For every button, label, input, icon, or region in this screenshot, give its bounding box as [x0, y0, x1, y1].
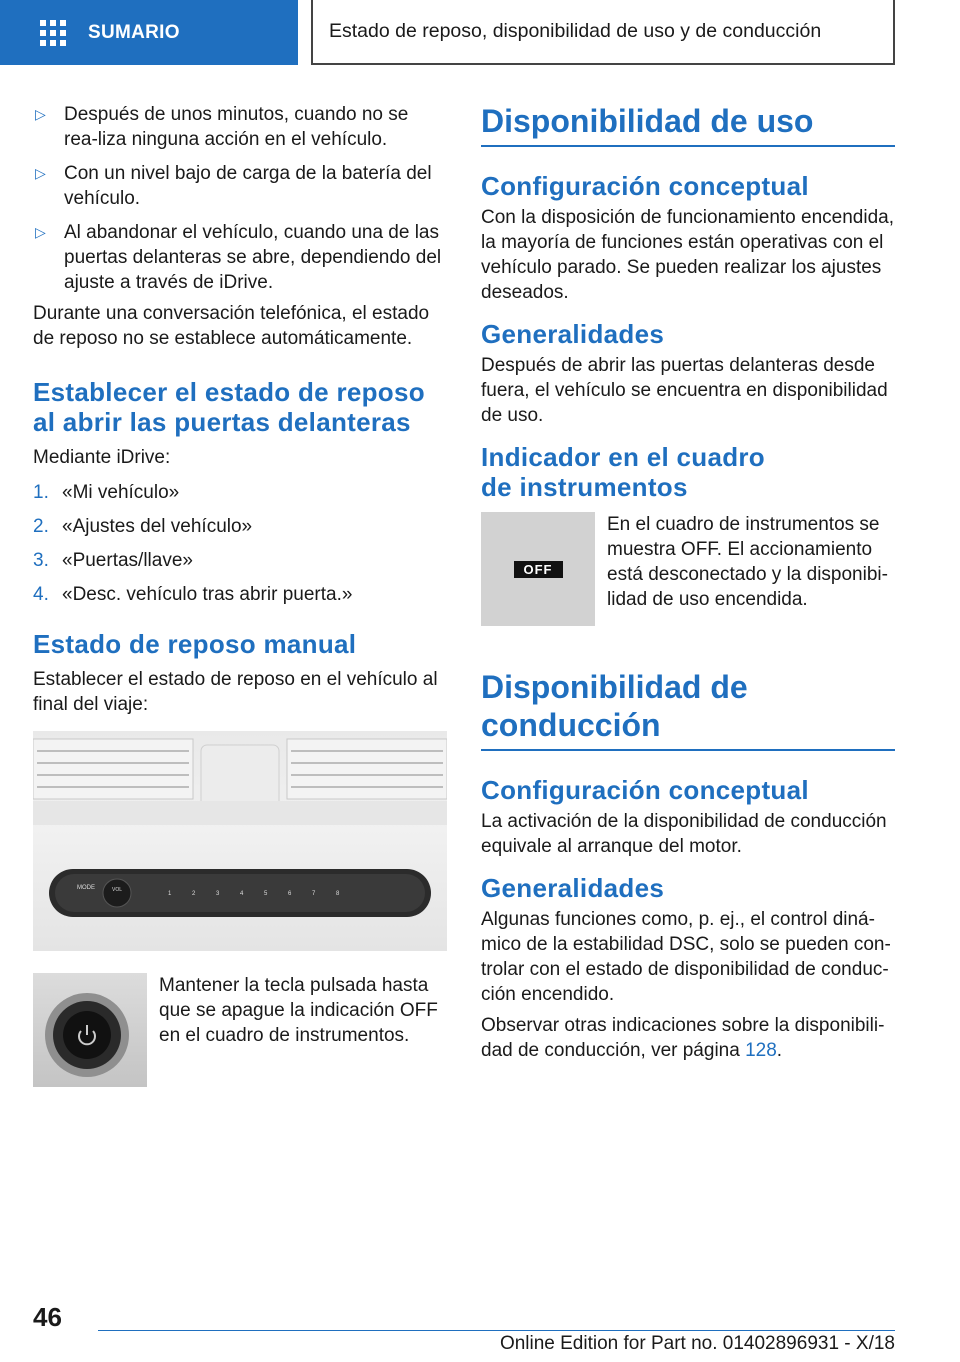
- knob-text: Mantener la tecla pulsada hasta que se apague la indicación OFF en el cuadro de instrumentos.: [159, 975, 438, 1046]
- heading-cond-general: Generalidades: [481, 873, 665, 903]
- preset-6-label: 6: [288, 891, 292, 897]
- off-indicator-image: [481, 512, 595, 626]
- page-128-link[interactable]: 128: [745, 1040, 777, 1061]
- bullet-item: [33, 161, 447, 211]
- step-item: [33, 548, 447, 573]
- preset-7-label: 7: [312, 891, 316, 897]
- step-text: «Puertas/llave»: [62, 550, 193, 571]
- step-number: 2.: [33, 516, 49, 537]
- step-text: «Mi vehículo»: [62, 482, 180, 503]
- heading-uso-concept: Configuración conceptual: [481, 171, 809, 201]
- triangle-bullet-icon: ▷: [35, 165, 46, 181]
- console-illustration: [33, 731, 447, 951]
- heading-disponibilidad-conduccion: [481, 668, 895, 744]
- uso-general-paragraph: Después de abrir las puertas delanteras desde fuera, el vehículo se encuentra en disponibilidad de uso.: [481, 355, 888, 426]
- preset-8-label: 8: [336, 891, 340, 897]
- via-idrive-text: Mediante iDrive:: [33, 447, 171, 468]
- step-number: 1.: [33, 482, 49, 503]
- step-item: [33, 582, 447, 607]
- heading-indicator-line1: Indicador en el cuadro: [481, 442, 765, 472]
- sumario-button[interactable]: [0, 0, 298, 65]
- heading-manual: Estado de reposo manual: [33, 629, 357, 659]
- step-text: «Desc. vehículo tras abrir puerta.»: [62, 584, 353, 605]
- heading-indicator: [481, 442, 895, 502]
- heading-conduccion-line2: conducción: [481, 707, 661, 743]
- vol-label: VOL: [112, 887, 123, 893]
- mode-label: MODE: [77, 885, 95, 891]
- step-number: 3.: [33, 550, 49, 571]
- step-item: [33, 480, 447, 505]
- uso-concept-paragraph: Con la disposición de funcionamiento encendida, la mayoría de funciones están operativas con el vehículo parado. Se pueden realizar los ajustes deseados.: [481, 207, 894, 303]
- right-column: [481, 102, 895, 1063]
- step-number: 4.: [33, 584, 49, 605]
- left-column: [33, 102, 447, 1087]
- see-also-paragraph: [481, 1013, 895, 1063]
- off-badge: OFF: [514, 561, 563, 578]
- page-number: 46: [33, 1302, 62, 1332]
- grid-menu-icon: [40, 20, 66, 46]
- knob-row: [33, 973, 447, 1087]
- power-knob-illustration: [33, 973, 147, 1087]
- triangle-bullet-icon: ▷: [35, 224, 46, 240]
- phone-call-paragraph: Durante una conversación telefónica, el estado de reposo no se establece automáticamente.: [33, 303, 430, 349]
- preset-4-label: 4: [240, 891, 244, 897]
- step-item: [33, 514, 447, 539]
- indicator-row: [481, 512, 895, 626]
- preset-3-label: 3: [216, 891, 220, 897]
- heading-rule: [481, 749, 895, 751]
- see-also-suffix: .: [776, 1040, 783, 1061]
- heading-doors: Establecer el estado de reposo al abrir las puertas delanteras: [33, 377, 425, 437]
- footer-rule: [98, 1330, 895, 1331]
- cond-concept-paragraph: La activación de la disponibilidad de conducción equivale al arranque del motor.: [481, 811, 887, 857]
- heading-uso-general: Generalidades: [481, 319, 665, 349]
- indicator-text: En el cuadro de instrumentos se muestra OFF. El accionamiento está desconectado y la disponibi-lidad de uso encendida.: [607, 514, 888, 610]
- see-also-text: Observar otras indicaciones sobre la disponibili-dad de conducción, ver página: [481, 1015, 885, 1061]
- preset-1-label: 1: [168, 891, 172, 897]
- edition-text: Online Edition for Part no. 01402896931 - X/18: [499, 1333, 895, 1354]
- triangle-bullet-icon: ▷: [35, 106, 46, 122]
- bullet-item: [33, 102, 447, 152]
- console-photo: [33, 731, 447, 951]
- bullet-text: Después de unos minutos, cuando no se rea-liza ninguna acción en el vehículo.: [64, 104, 409, 150]
- step-text: «Ajustes del vehículo»: [62, 516, 253, 537]
- knob-photo: [33, 973, 147, 1087]
- bullet-item: [33, 220, 447, 295]
- cond-general-paragraph: Algunas funciones como, p. ej., el control diná-mico de la estabilidad DSC, solo se pueden con-trolar con el estado de disponibilidad de conduc-ción encendido.: [481, 909, 891, 1005]
- heading-cond-concept: Configuración conceptual: [481, 775, 809, 805]
- heading-indicator-line2: de instrumentos: [481, 472, 688, 502]
- heading-disponibilidad-uso: Disponibilidad de uso: [481, 103, 814, 139]
- section-title: Estado de reposo, disponibilidad de uso y de conducción: [311, 0, 895, 65]
- bullet-text: Al abandonar el vehículo, cuando una de las puertas delanteras se abre, dependiendo del ajuste a través de iDrive.: [64, 222, 442, 293]
- preset-2-label: 2: [192, 891, 196, 897]
- preset-5-label: 5: [264, 891, 268, 897]
- manual-paragraph: Establecer el estado de reposo en el vehículo al final del viaje:: [33, 669, 438, 715]
- heading-rule: [481, 145, 895, 147]
- heading-conduccion-line1: Disponibilidad de: [481, 669, 748, 705]
- idrive-steps: [33, 480, 447, 607]
- sumario-label: SUMARIO: [88, 21, 180, 43]
- bullet-text: Con un nivel bajo de carga de la batería del vehículo.: [64, 163, 432, 209]
